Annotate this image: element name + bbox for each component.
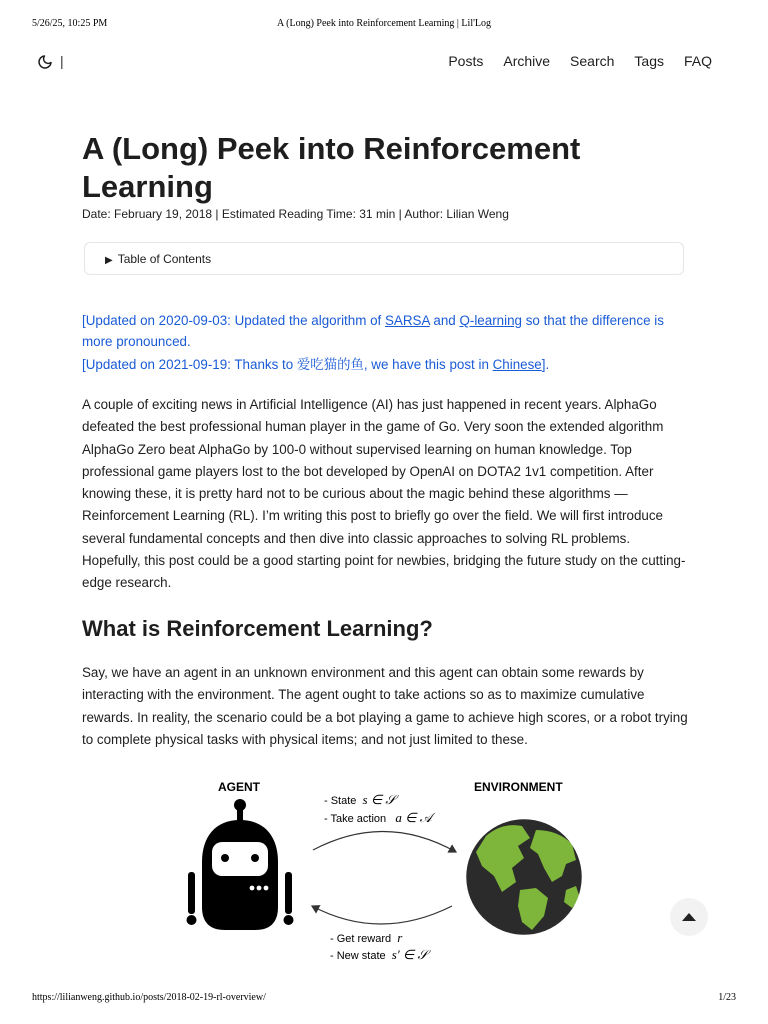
q-learning-link[interactable]: Q-learning xyxy=(459,313,522,328)
nav-link-faq[interactable]: FAQ xyxy=(683,53,712,69)
update-text: ]. xyxy=(541,357,550,372)
nav-menu xyxy=(428,53,712,69)
reward-text: - Get reward xyxy=(330,933,392,945)
section-heading: What is Reinforcement Learning? xyxy=(82,616,433,641)
site-nav xyxy=(0,50,768,74)
rl-diagram xyxy=(180,772,600,972)
update-text: so that the difference is more pronounced. xyxy=(82,313,664,349)
disclosure-triangle-icon: ▶ xyxy=(105,255,113,266)
table-of-contents[interactable] xyxy=(84,242,684,275)
new-state-math: s′ ∈ 𝒮 xyxy=(391,947,428,962)
update-text: and xyxy=(429,313,460,328)
print-footer xyxy=(0,992,768,1006)
toc-summary[interactable] xyxy=(105,252,211,266)
update-note-2 xyxy=(82,354,692,375)
reward-arrow xyxy=(312,906,452,924)
sarsa-link[interactable]: SARSA xyxy=(384,313,430,328)
moon-icon[interactable] xyxy=(37,54,53,70)
robot-icon xyxy=(187,799,294,930)
nav-link-search[interactable]: Search xyxy=(570,53,615,69)
chinese-link[interactable]: Chinese xyxy=(492,357,542,372)
diagram-graphics xyxy=(180,772,600,972)
state-text: - State xyxy=(324,795,357,807)
intro-paragraph: A couple of exciting news in Artificial Intelligence (AI) has just happened in recent years. AlphaGo defeated the best professional human player in the game of Go. Very soon the extended algorithm AlphaGo Zero beat AlphaGo by 100-0 without supervised learning on human knowledge. Top professional game players lost to the bot developed by OpenAI on DOTA2 1v1 competition. After knowing these, it is pretty hard not to be curious about the magic behind these algorithms — Reinforcement Learning (RL). I’m writing this post to briefly go over the field. We will first introduce several fundamental concepts and then dive into classic approaches to solving RL problems. Hopefully, this post could be a good starting point for newbies, bridging the future study on the cutting-edge research. xyxy=(82,397,686,591)
nav-link-posts[interactable]: Posts xyxy=(448,53,484,69)
action-math: a ∈ 𝒜 xyxy=(395,810,432,825)
nav-link-archive[interactable]: Archive xyxy=(503,53,551,69)
print-header xyxy=(0,18,768,32)
nav-separator: | xyxy=(60,53,64,69)
post-title: A (Long) Peek into Reinforcement Learning xyxy=(82,131,581,204)
environment-label: ENVIRONMENT xyxy=(474,780,563,794)
action-arrow xyxy=(313,831,456,852)
nav-link-tags[interactable]: Tags xyxy=(634,53,664,69)
section-paragraph: Say, we have an agent in an unknown environment and this agent can obtain some rewards by interacting with the environment. The agent ought to take actions so as to maximize cumulative rewards. In reality, the scenario could be a bot playing a game to achieve high scores, or a robot trying to complete physical tasks with physical items; and not just limited to these. xyxy=(82,665,688,747)
state-math: s ∈ 𝒮 xyxy=(362,792,396,807)
print-datetime: 5/26/25, 10:25 PM xyxy=(32,18,108,29)
post-meta: Date: February 19, 2018 | Estimated Reading Time: 31 min | Author: Lilian Weng xyxy=(82,207,509,221)
arrow-up-icon xyxy=(670,898,708,936)
new-state-text: - New state xyxy=(330,950,386,962)
print-url: https://lilianweng.github.io/posts/2018-02-19-rl-overview/ xyxy=(32,992,266,1003)
update-text: [Updated on 2020-09-03: Updated the algorithm of xyxy=(82,313,385,328)
print-page-number: 1/23 xyxy=(718,992,736,1003)
earth-icon xyxy=(465,818,583,936)
toc-label: Table of Contents xyxy=(117,252,212,266)
scroll-to-top-button[interactable] xyxy=(670,898,708,936)
update-note-1 xyxy=(82,310,692,352)
update-text: [Updated on 2021-09-19: Thanks to 爱吃猫的鱼, we have this post in xyxy=(82,357,493,372)
reward-math: r xyxy=(397,930,403,945)
agent-label: AGENT xyxy=(218,780,260,794)
action-text: - Take action xyxy=(324,813,387,825)
print-page-title: A (Long) Peek into Reinforcement Learning | Lil'Log xyxy=(276,18,492,29)
